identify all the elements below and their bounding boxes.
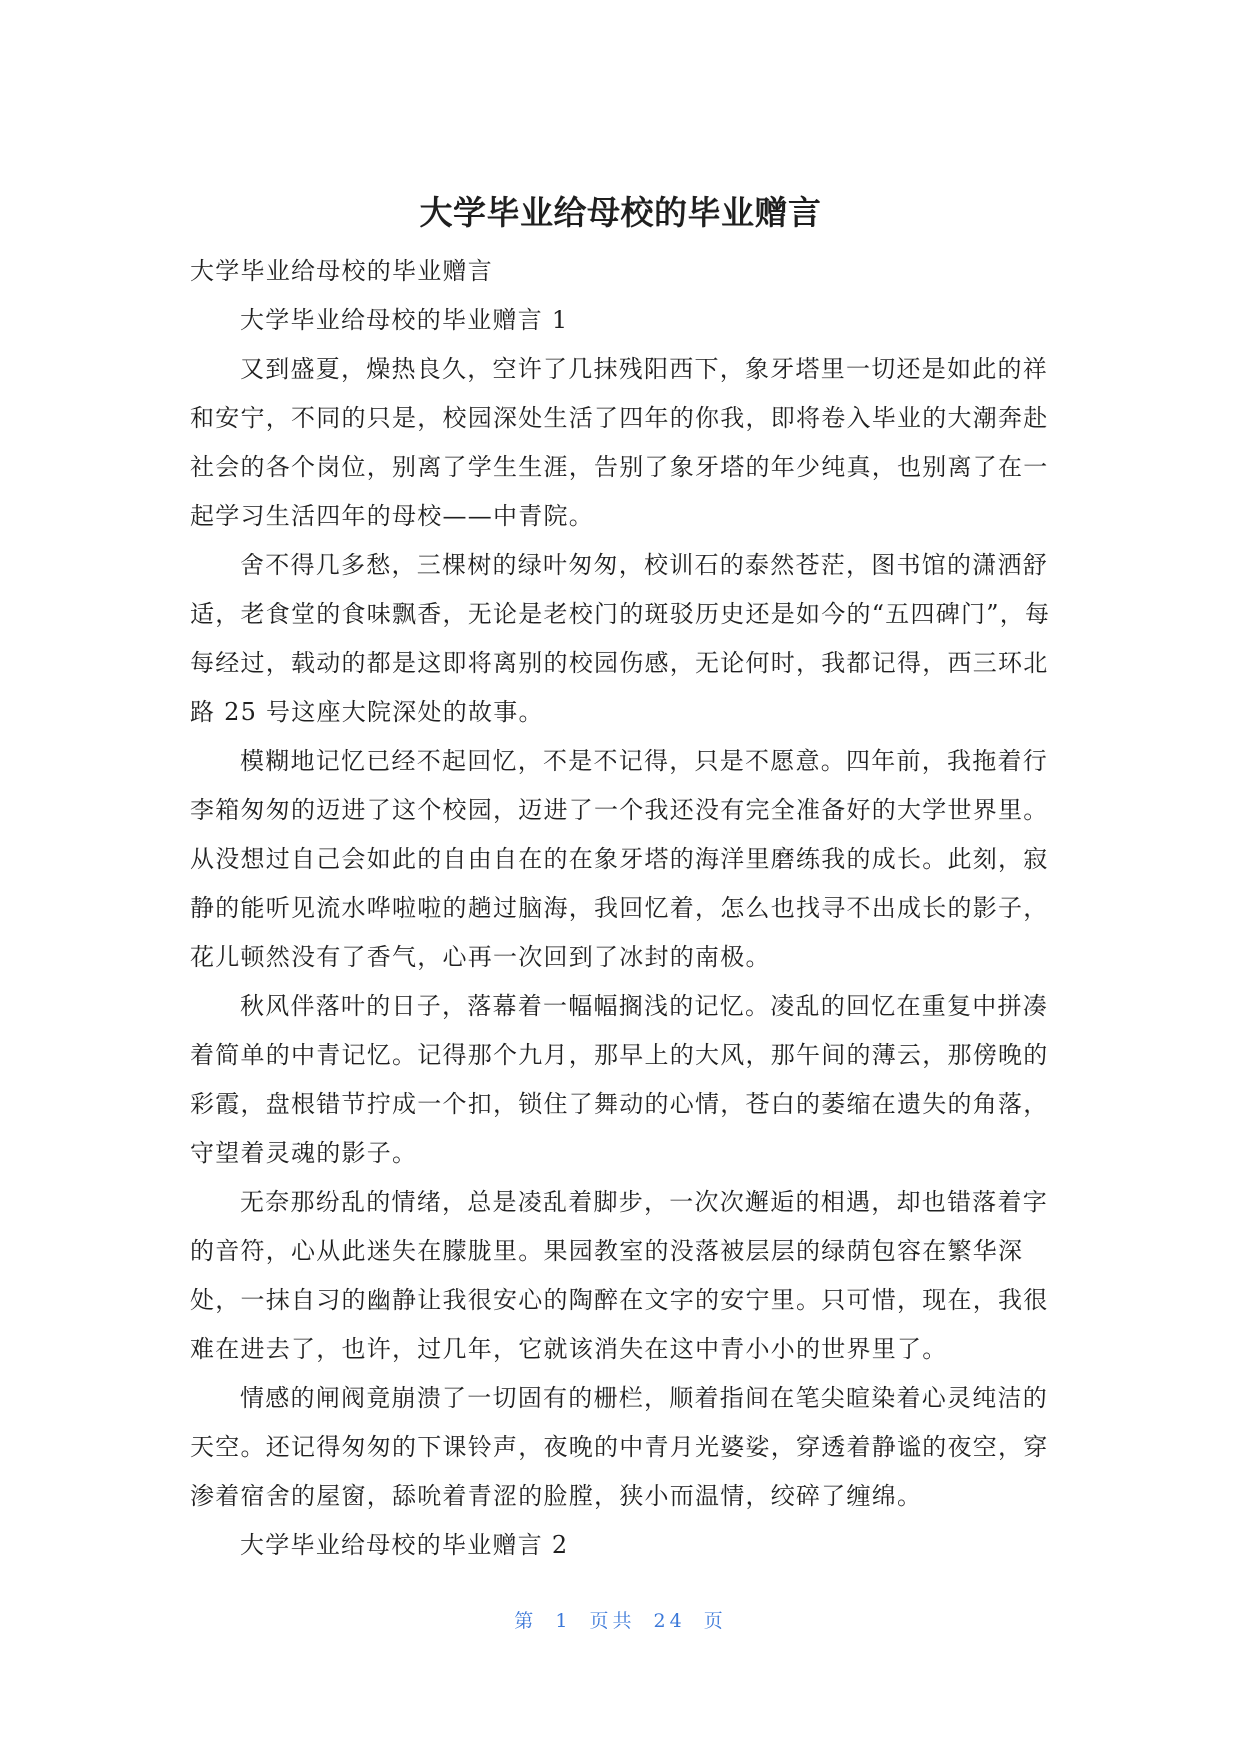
intro-line: 大学毕业给母校的毕业赠言: [190, 257, 493, 285]
paragraph-line: 秋风伴落叶的日子，落幕着一幅幅搁浅的记忆。凌乱的回忆在重复中拼凑: [240, 992, 1048, 1020]
paragraph-line: 李箱匆匆的迈进了这个校园，迈进了一个我还没有完全准备好的大学世界里。: [190, 796, 1049, 824]
section-heading-2: [190, 1521, 1190, 1570]
page-number-footer: 第 1 页共 24 页: [514, 1610, 727, 1632]
paragraph-line: 彩霞，盘根错节拧成一个扣，锁住了舞动的心情，苍白的萎缩在遗失的角落，: [190, 1090, 1049, 1118]
paragraph-line: 舍不得几多愁，三棵树的绿叶匆匆，校训石的泰然苍茫，图书馆的潇洒舒: [240, 551, 1048, 579]
section-heading-text: 大学毕业给母校的毕业赠言 1: [240, 306, 569, 334]
section-heading-1: [190, 296, 1190, 345]
paragraph: [190, 1178, 1190, 1374]
paragraph-line: 静的能听见流水哗啦啦的趟过脑海，我回忆着，怎么也找寻不出成长的影子，: [190, 894, 1049, 922]
paragraph-line: 和安宁，不同的只是，校园深处生活了四年的你我，即将卷入毕业的大潮奔赴: [190, 404, 1049, 432]
paragraph-line: 社会的各个岗位，别离了学生生涯，告别了象牙塔的年少纯真，也别离了在一: [190, 453, 1049, 481]
paragraph-line: 模糊地记忆已经不起回忆，不是不记得，只是不愿意。四年前，我拖着行: [240, 747, 1048, 775]
paragraph-line: 花儿顿然没有了香气，心再一次回到了冰封的南极。: [190, 943, 771, 971]
paragraph-line: 又到盛夏，燥热良久，空许了几抹残阳西下，象牙塔里一切还是如此的祥: [240, 355, 1048, 383]
paragraph: [190, 1374, 1190, 1521]
paragraph: [190, 737, 1190, 982]
paragraph-line: 从没想过自己会如此的自由自在的在象牙塔的海洋里磨练我的成长。此刻，寂: [190, 845, 1049, 873]
paragraph-line: 无奈那纷乱的情绪，总是凌乱着脚步，一次次邂逅的相遇，却也错落着字: [240, 1188, 1048, 1216]
paragraph-line: 路 25 号这座大院深处的故事。: [190, 698, 544, 726]
paragraph-line: 守望着灵魂的影子。: [190, 1139, 418, 1167]
paragraph-line: 适，老食堂的食味飘香，无论是老校门的斑驳历史还是如今的“五四碑门”，每: [190, 600, 1051, 628]
paragraph: [190, 345, 1190, 541]
paragraph-line: 起学习生活四年的母校——中青院。: [190, 502, 594, 530]
paragraph-line: 着简单的中青记忆。记得那个九月，那早上的大风，那午间的薄云，那傍晚的: [190, 1041, 1049, 1069]
paragraph: [190, 982, 1190, 1178]
paragraph: [190, 541, 1190, 737]
paragraph-line: 天空。还记得匆匆的下课铃声，夜晚的中青月光婆娑，穿透着静谧的夜空，穿: [190, 1433, 1049, 1461]
paragraph-line: 的音符，心从此迷失在朦胧里。果园教室的没落被层层的绿荫包容在繁华深: [190, 1237, 1024, 1265]
paragraph-line: 情感的闸阀竟崩溃了一切固有的栅栏，顺着指间在笔尖暄染着心灵纯洁的: [240, 1384, 1048, 1412]
page-title: 大学毕业给母校的毕业赠言: [419, 193, 822, 232]
paragraph-line: 每经过，载动的都是这即将离别的校园伤感，无论何时，我都记得，西三环北: [190, 649, 1049, 677]
section-heading-text: 大学毕业给母校的毕业赠言 2: [240, 1531, 569, 1559]
document-body: [190, 247, 1190, 1570]
paragraph-line: 处，一抹自习的幽静让我很安心的陶醉在文字的安宁里。只可惜，现在，我很: [190, 1286, 1049, 1314]
paragraph-line: 渗着宿舍的屋窗，舔吮着青涩的脸膛，狭小而温情，绞碎了缠绵。: [190, 1482, 923, 1510]
paragraph-line: 难在进去了，也许，过几年，它就该消失在这中青小小的世界里了。: [190, 1335, 948, 1363]
